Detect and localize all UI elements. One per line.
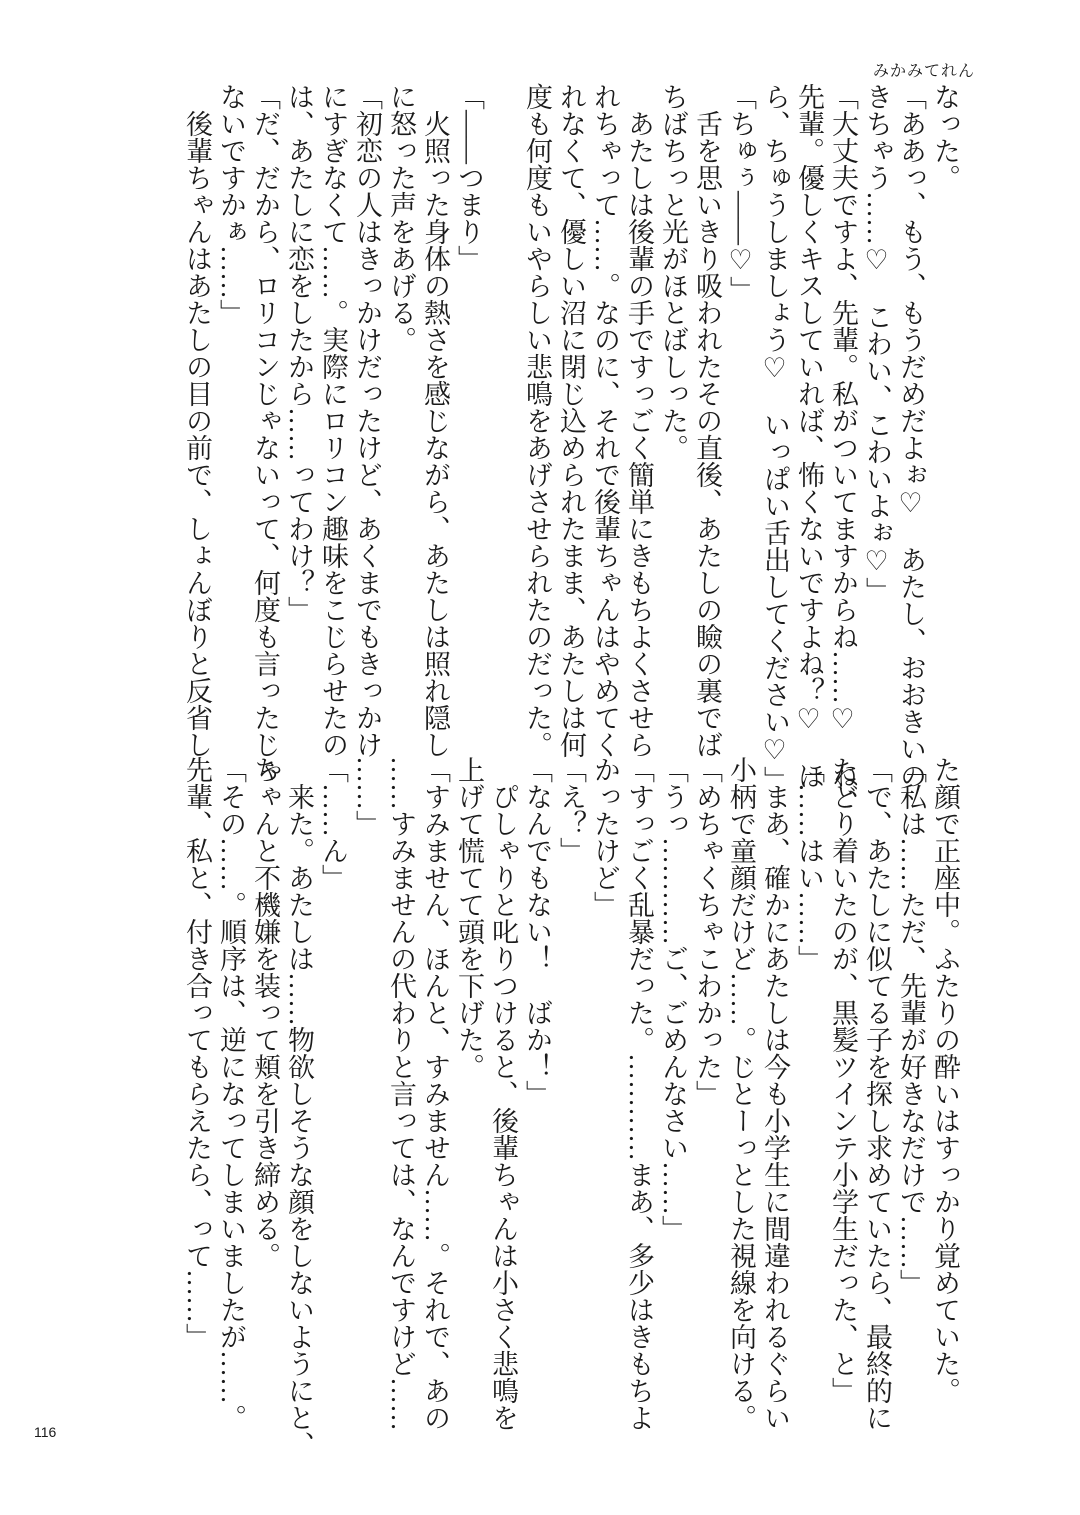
text-line: ちばちっと光がほとばしった。 (658, 83, 688, 461)
text-line: なった。 (930, 83, 960, 191)
text-line: あたしは後輩の手ですっごく簡単にきもちよくさせら (624, 83, 654, 758)
text-line: 「めちゃくちゃこわかった」 (692, 756, 722, 1107)
text-line: ぴしゃりと叱りつけると、後輩ちゃんは小さく悲鳴を (488, 756, 518, 1431)
text-line: ……すみませんの代わりと言っては、なんですけど…… (386, 756, 416, 1431)
text-line: 小柄で童顔だけど……。じとーっとした視線を向ける。 (726, 756, 756, 1431)
text-line (486, 83, 520, 743)
text-line: 「大丈夫ですよ、先輩。私がついてますからね……♡ ね、 (828, 83, 858, 816)
text-line: 舌を思いきり吸われたその直後、あたしの瞼の裏でば (692, 83, 722, 758)
text-line: れなくて、優しい沼に閉じ込められたまま、あたしは何 (556, 83, 586, 758)
text-line: かったけど」 (590, 756, 620, 918)
text-line: ら、ちゅうしましょう♡ いっぱい舌出してください♡」 (760, 83, 790, 793)
text-line: 「だ、だから、ロリコンじゃないって、何度も言ったじゃ (250, 83, 280, 785)
text-line: 「すっごく乱暴だった。…………まあ、多少はきもちよ (624, 756, 654, 1431)
text-line: 「ちゅぅ――♡」 (726, 83, 756, 303)
text-line: 「ああっ、もう、もうだめだよぉ♡ あたし、おおきいの (896, 83, 926, 789)
text-line: まあ、確かにあたしは今も小学生に間違われるぐらい (760, 756, 790, 1431)
text-line: 「え？」 (556, 756, 586, 864)
text-line: 度も何度もいやらしい悲鳴をあげさせられたのだった。 (522, 83, 552, 758)
text-line: 来た。あたしは……物欲しそうな顔をしないようにと、 (284, 756, 314, 1458)
text-line: 先輩、私と、付き合ってもらえたら、って……」 (182, 756, 212, 1350)
text-line: 火照った身体の熱さを感じながら、あたしは照れ隠し (420, 83, 450, 758)
text-line: ……」 (352, 756, 382, 837)
text-line: 「――つまり」 (454, 83, 484, 272)
text-line: 「うっ…………ご、ごめんなさい……」 (658, 756, 688, 1242)
text-line: ないですかぁ……」 (216, 83, 246, 326)
text-tier-top (180, 83, 962, 816)
text-line: 「……ん」 (318, 756, 348, 891)
text-line: たどり着いたのが、黒髪ツインテ小学生だった、と」 (828, 756, 858, 1404)
text-tier-bottom (180, 756, 962, 1458)
text-line: 先輩。優しくキスしていれば、怖くないですよね？♡ ほ (794, 83, 824, 789)
text-line: にすぎなくて……。実際にロリコン趣味をこじらせたの (318, 83, 348, 758)
text-line: 「初恋の人はきっかけだったけど、あくまでもきっかけ (352, 83, 382, 758)
text-line: 後輩ちゃんはあたしの目の前で、しょんぼりと反省し (182, 83, 212, 758)
text-line: 「私は……ただ、先輩が好きなだけで……」 (896, 756, 926, 1296)
text-line: 「なんでもない！ ばか！」 (522, 756, 552, 1107)
page-number: 116 (34, 1424, 57, 1440)
text-line: 「すみません、ほんと、すみません……。それで、あの (420, 756, 450, 1431)
text-line: きちゃう……♡ こわい、こわいよぉ♡」 (862, 83, 892, 604)
text-line: ちゃんと不機嫌を装って頬を引き締める。 (250, 756, 280, 1269)
text-line: に怒った声をあげる。 (386, 83, 416, 353)
text-line: れちゃって……。なのに、それで後輩ちゃんはやめてく (590, 83, 620, 758)
text-line: 「……はい……」 (794, 756, 824, 972)
text-line: 上げて慌てて頭を下げた。 (454, 756, 484, 1080)
text-line: 「その……。順序は、逆になってしまいましたが……。 (216, 756, 246, 1431)
text-line: 「で、あたしに似てる子を探し求めていたら、最終的に (862, 756, 892, 1431)
author-header: みかみてれん (872, 63, 975, 80)
text-line: た顔で正座中。ふたりの酔いはすっかり覚めていた。 (930, 756, 960, 1404)
text-line: は、あたしに恋をしたから……ってわけ？」 (284, 83, 314, 623)
